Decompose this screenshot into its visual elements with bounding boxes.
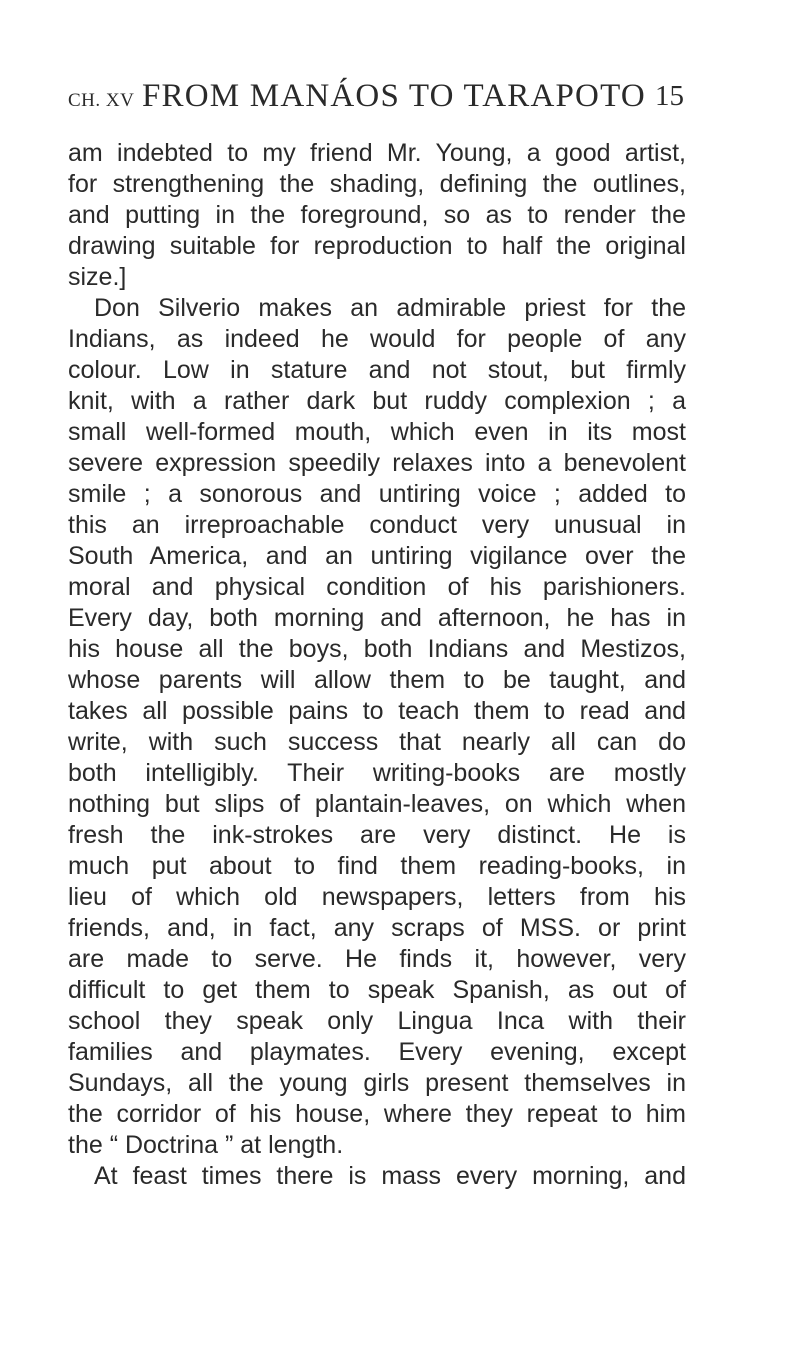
text-line: lieu of which old newspapers, letters from his [68, 883, 686, 911]
text-line: the corridor of his house, where they repeat to him [68, 1100, 686, 1128]
page-number: 15 [655, 80, 684, 112]
text-line: and putting in the foreground, so as to render the [68, 201, 686, 229]
text-line: his house all the boys, both Indians and Mestizos, [68, 635, 686, 663]
text-line: smile ; a sonorous and untiring voice ; added to [68, 480, 686, 508]
chapter-label: CH. XV [68, 90, 135, 111]
text-line: families and playmates. Every evening, except [68, 1038, 686, 1066]
text-line: severe expression speedily relaxes into a benevolent [68, 449, 686, 477]
running-title: FROM MANÁOS TO TARAPOTO [142, 78, 646, 114]
text-line: are made to serve. He finds it, however, very [68, 945, 686, 973]
text-line: this an irreproachable conduct very unusual in [68, 511, 686, 539]
text-line: Sundays, all the young girls present themselves in [68, 1069, 686, 1097]
text-line: whose parents will allow them to be taught, and [68, 666, 686, 694]
text-line: difficult to get them to speak Spanish, as out of [68, 976, 686, 1004]
text-line: fresh the ink-strokes are very distinct. He is [68, 821, 686, 849]
text-line: am indebted to my friend Mr. Young, a good artist, [68, 139, 686, 167]
text-line: both intelligibly. Their writing-books are mostly [68, 759, 686, 787]
text-line: colour. Low in stature and not stout, but firmly [68, 356, 686, 384]
text-line: small well-formed mouth, which even in its most [68, 418, 686, 446]
text-line: for strengthening the shading, defining the outlines, [68, 170, 686, 198]
text-line: drawing suitable for reproduction to half the original [68, 232, 686, 260]
text-line: write, with such success that nearly all can do [68, 728, 686, 756]
text-line: nothing but slips of plantain-leaves, on which when [68, 790, 686, 818]
text-line: At feast times there is mass every morning, and [94, 1162, 686, 1190]
text-line: Every day, both morning and afternoon, he has in [68, 604, 686, 632]
text-line: Don Silverio makes an admirable priest for the [94, 294, 686, 322]
text-line: friends, and, in fact, any scraps of MSS. or print [68, 914, 686, 942]
text-line: much put about to find them reading-books, in [68, 852, 686, 880]
text-line: moral and physical condition of his parishioners. [68, 573, 686, 601]
text-line: size.] [68, 263, 127, 291]
text-line: school they speak only Lingua Inca with their [68, 1007, 686, 1035]
text-line: South America, and an untiring vigilance over the [68, 542, 686, 570]
text-line: knit, with a rather dark but ruddy complexion ; a [68, 387, 686, 415]
text-line: takes all possible pains to teach them to read and [68, 697, 686, 725]
text-line: the “ Doctrina ” at length. [68, 1131, 344, 1159]
text-line: Indians, as indeed he would for people of any [68, 325, 686, 353]
body-text [68, 138, 686, 1192]
running-head [68, 78, 684, 118]
